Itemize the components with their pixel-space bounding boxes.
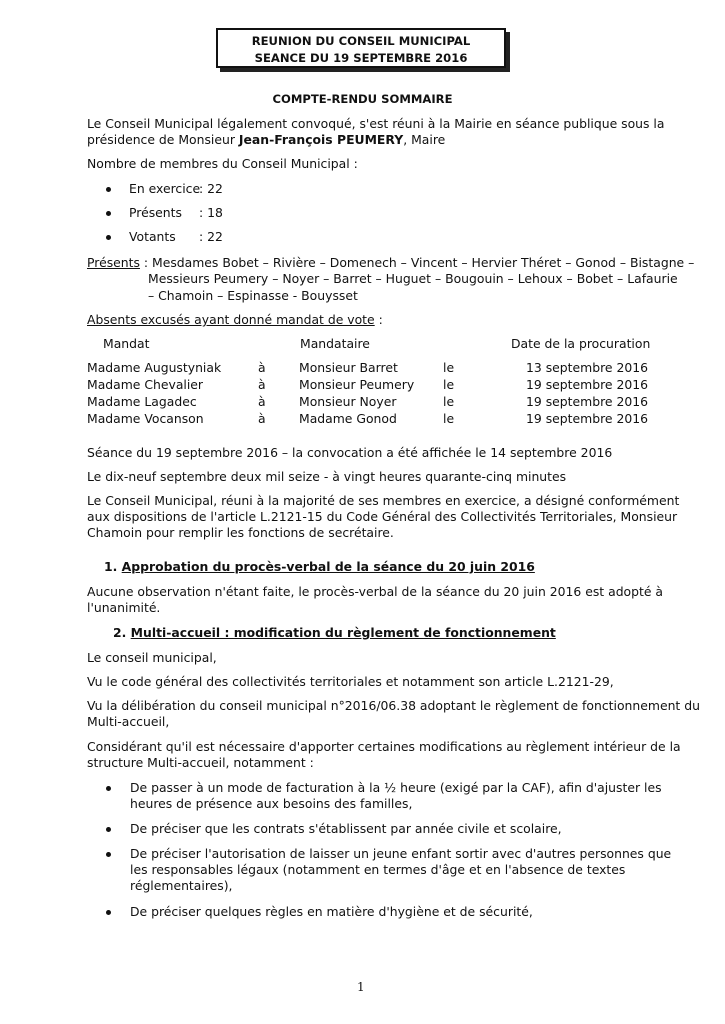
header-line-1: REUNION DU CONSEIL MUNICIPAL (251, 34, 471, 48)
list-item-line: heures de présence aux besoins des familles, (130, 796, 413, 811)
secretaire-paragraph (87, 493, 680, 541)
cell-a: à (258, 394, 266, 409)
intro-text: présidence de Monsieur (87, 132, 239, 147)
list-item-line: réglementaires), (130, 878, 233, 893)
page-number: 1 (357, 980, 365, 994)
members-label: En exercice (129, 181, 201, 196)
section-1-heading (104, 559, 535, 575)
intro-paragraph (87, 116, 665, 148)
bullet-icon (106, 187, 111, 192)
absents-heading (87, 312, 383, 328)
members-heading: Nombre de membres du Conseil Municipal : (87, 156, 358, 171)
column-header-date: Date de la procuration (511, 336, 651, 351)
p4-line-1: Considérant qu'il est nécessaire d'apporter certaines modifications au règlement intérieur de la (87, 739, 681, 754)
cell-date: 13 septembre 2016 (526, 360, 648, 375)
presents-line-3: – Chamoin – Espinasse - Bouysset (148, 288, 358, 303)
p4-line-2: structure Multi-accueil, notamment : (87, 755, 314, 770)
section-2-p3 (87, 698, 700, 730)
section-2-p2: Vu le code général des collectivités territoriales et notamment son article L.2121-29, (87, 674, 614, 689)
cell-le: le (443, 394, 455, 409)
p3-line-1: Vu la délibération du conseil municipal n°2016/06.38 adoptant le règlement de fonctionnement du (87, 698, 700, 713)
cell-mandataire: Monsieur Barret (299, 360, 398, 375)
intro-text-end: , Maire (403, 132, 446, 147)
members-label: Présents (129, 205, 182, 220)
header-box (216, 28, 506, 68)
cell-a: à (258, 360, 266, 375)
list-item-line: De passer à un mode de facturation à la ½ heure (exigé par la CAF), afin d'ajuster les (130, 780, 662, 795)
mayor-name: Jean-François PEUMERY (238, 132, 404, 147)
section-1-paragraph (87, 584, 664, 616)
list-item-line: De préciser l'autorisation de laisser un jeune enfant sortir avec d'autres personnes que (130, 846, 672, 861)
cell-mandat: Madame Lagadec (87, 394, 197, 409)
intro-line-2 (87, 132, 640, 148)
section-title: Approbation du procès-verbal de la séance du 20 juin 2016 (121, 559, 535, 574)
cell-mandat: Madame Vocanson (87, 411, 204, 426)
cell-mandat: Madame Chevalier (87, 377, 204, 392)
column-header-mandat: Mandat (103, 336, 150, 351)
cell-mandataire: Monsieur Peumery (299, 377, 415, 392)
bullet-icon (106, 827, 111, 832)
bullet-icon (106, 910, 111, 915)
list-item-line: De préciser que les contrats s'établissent par année civile et scolaire, (130, 821, 562, 836)
cell-date: 19 septembre 2016 (526, 394, 648, 409)
secretaire-line-3: Chamoin pour remplir les fonctions de secrétaire. (87, 525, 394, 540)
seance-line: Séance du 19 septembre 2016 – la convocation a été affichée le 14 septembre 2016 (87, 445, 613, 460)
section-number: 2. (113, 625, 127, 640)
members-value: : 22 (199, 181, 223, 196)
section-2-p1: Le conseil municipal, (87, 650, 217, 665)
absents-heading-text: Absents excusés ayant donné mandat de vote (87, 312, 375, 327)
subtitle: COMPTE-RENDU SOMMAIRE (272, 92, 453, 106)
date-line: Le dix-neuf septembre deux mil seize - à vingt heures quarante-cinq minutes (87, 469, 567, 484)
section-2-heading (113, 625, 556, 641)
cell-a: à (258, 377, 266, 392)
cell-date: 19 septembre 2016 (526, 377, 648, 392)
cell-le: le (443, 411, 455, 426)
presents-text: : Mesdames Bobet – Rivière – Domenech – Vincent – Hervier Théret – Gonod – Bistagne – (139, 255, 695, 270)
header-line-2: SEANCE DU 19 SEPTEMBRE 2016 (254, 51, 468, 65)
bullet-icon (106, 235, 111, 240)
p3-line-2: Multi-accueil, (87, 714, 170, 729)
list-item-line: De préciser quelques règles en matière d'hygiène et de sécurité, (130, 904, 533, 919)
cell-mandataire: Monsieur Noyer (299, 394, 397, 409)
cell-le: le (443, 360, 455, 375)
absents-colon: : (374, 312, 383, 327)
members-value: : 18 (199, 205, 223, 220)
bullet-icon (106, 786, 111, 791)
cell-a: à (258, 411, 266, 426)
cell-le: le (443, 377, 455, 392)
bullet-icon (106, 852, 111, 857)
cell-mandataire: Madame Gonod (299, 411, 397, 426)
section-title: Multi-accueil : modification du règlement de fonctionnement (130, 625, 556, 640)
intro-line-1: Le Conseil Municipal légalement convoqué, s'est réuni à la Mairie en séance publique sous la (87, 116, 665, 131)
secretaire-line-2: aux dispositions de l'article L.2121-15 du Code Général des Collectivités Territoriales, Monsieur (87, 509, 678, 524)
cell-date: 19 septembre 2016 (526, 411, 648, 426)
presents-label: Présents (87, 255, 140, 270)
members-label: Votants (129, 229, 176, 244)
cell-mandat: Madame Augustyniak (87, 360, 222, 375)
bullet-icon (106, 211, 111, 216)
presents-line-1 (87, 255, 694, 271)
secretaire-line-1: Le Conseil Municipal, réuni à la majorité de ses membres en exercice, a désigné conformément (87, 493, 680, 508)
list-item-line: les responsables légaux (notamment en termes d'âge et en l'absence de textes (130, 862, 626, 877)
presents-line-2: Messieurs Peumery – Noyer – Barret – Huguet – Bougouin – Lehoux – Bobet – Lafaurie (148, 271, 678, 286)
members-value: : 22 (199, 229, 223, 244)
section-1-line-2: l'unanimité. (87, 600, 161, 615)
section-number: 1. (104, 559, 118, 574)
section-1-line-1: Aucune observation n'étant faite, le procès-verbal de la séance du 20 juin 2016 est adopté à (87, 584, 664, 599)
section-2-p4 (87, 739, 681, 771)
column-header-mandataire: Mandataire (300, 336, 370, 351)
